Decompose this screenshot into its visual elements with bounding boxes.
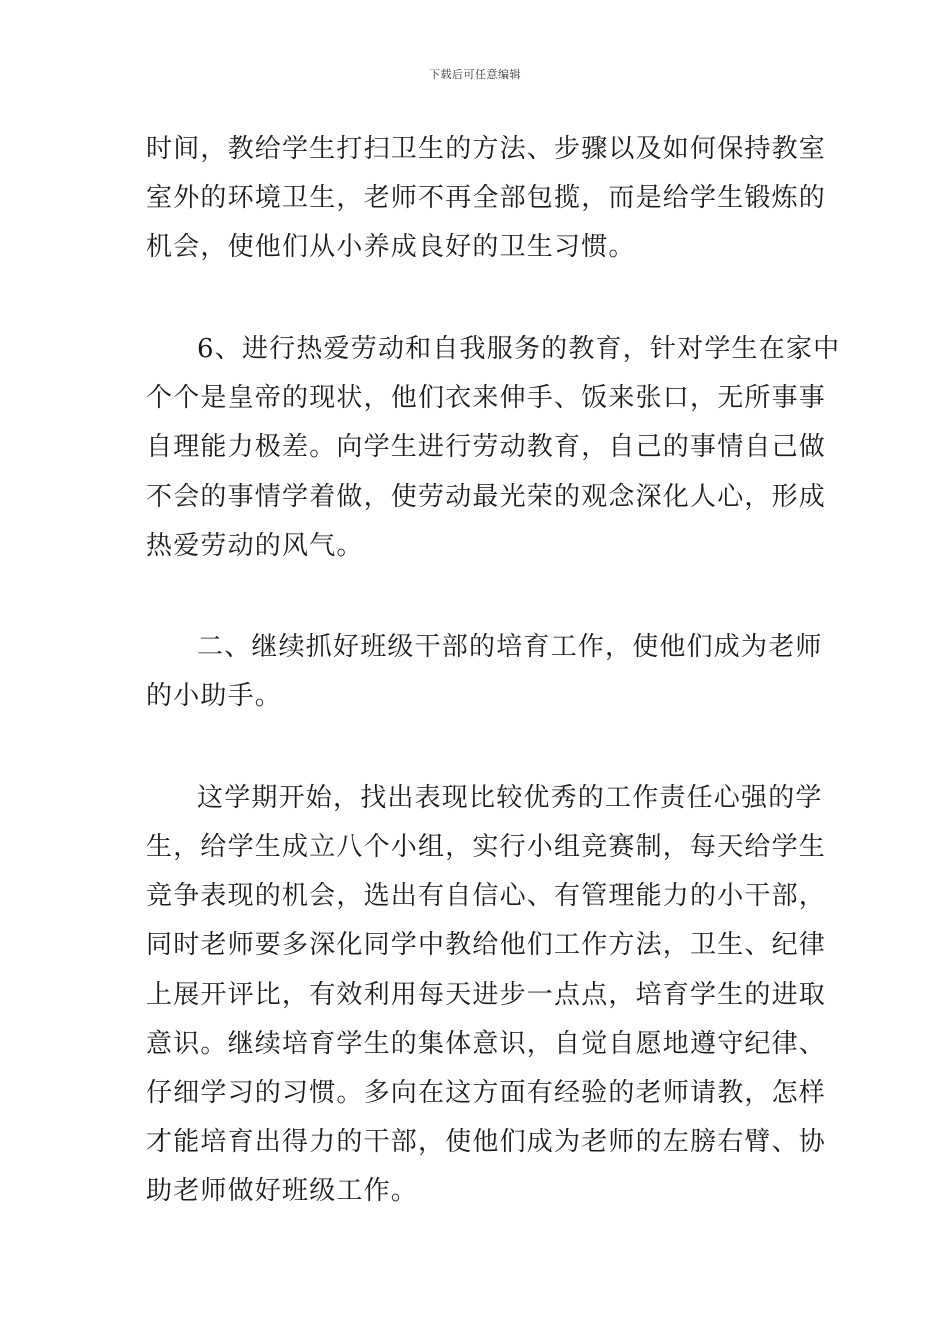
paragraph-1-line-2: 室外的环境卫生，老师不再全部包揽，而是给学生锻炼的 — [146, 183, 827, 213]
paragraph-2-line-2: 个个是皇帝的现状，他们衣来伸手、饭来张口，无所事事 — [146, 383, 827, 413]
paragraph-1-line-1: 时间，教给学生打扫卫生的方法、步骤以及如何保持教室 — [146, 134, 827, 164]
paragraph-4-line-7: 仔细学习的习惯。多向在这方面有经验的老师请教，怎样 — [146, 1078, 827, 1108]
paragraph-4-line-8: 才能培育出得力的干部，使他们成为老师的左膀右臂、协 — [146, 1127, 827, 1157]
paragraph-2-line-1: 6、进行热爱劳动和自我服务的教育，针对学生在家中 — [197, 334, 841, 364]
paragraph-3-line-1: 二、继续抓好班级干部的培育工作，使他们成为老师 — [197, 632, 823, 662]
paragraph-4-line-3: 竞争表现的机会，选出有自信心、有管理能力的小干部， — [146, 881, 827, 911]
paragraph-1-line-3: 机会，使他们从小养成良好的卫生习惯。 — [146, 232, 636, 262]
paragraph-4-line-6: 意识。继续培育学生的集体意识，自觉自愿地遵守纪律、 — [146, 1029, 827, 1059]
paragraph-3-line-2: 的小助手。 — [146, 681, 283, 711]
paragraph-4-line-9: 助老师做好班级工作。 — [146, 1176, 419, 1206]
paragraph-4-line-2: 生，给学生成立八个小组，实行小组竞赛制，每天给学生 — [146, 832, 827, 862]
paragraph-4-line-1: 这学期开始，找出表现比较优秀的工作责任心强的学 — [197, 783, 823, 813]
paragraph-2-line-5: 热爱劳动的风气。 — [146, 531, 364, 561]
paragraph-4-line-4: 同时老师要多深化同学中教给他们工作方法，卫生、纪律 — [146, 930, 827, 960]
header-note: 下载后可任意编辑 — [429, 68, 521, 81]
paragraph-2-line-3: 自理能力极差。向学生进行劳动教育，自己的事情自己做 — [146, 432, 827, 462]
paragraph-4-line-5: 上展开评比，有效利用每天进步一点点，培育学生的进取 — [146, 980, 827, 1010]
paragraph-2-line-4: 不会的事情学着做，使劳动最光荣的观念深化人心，形成 — [146, 482, 827, 512]
